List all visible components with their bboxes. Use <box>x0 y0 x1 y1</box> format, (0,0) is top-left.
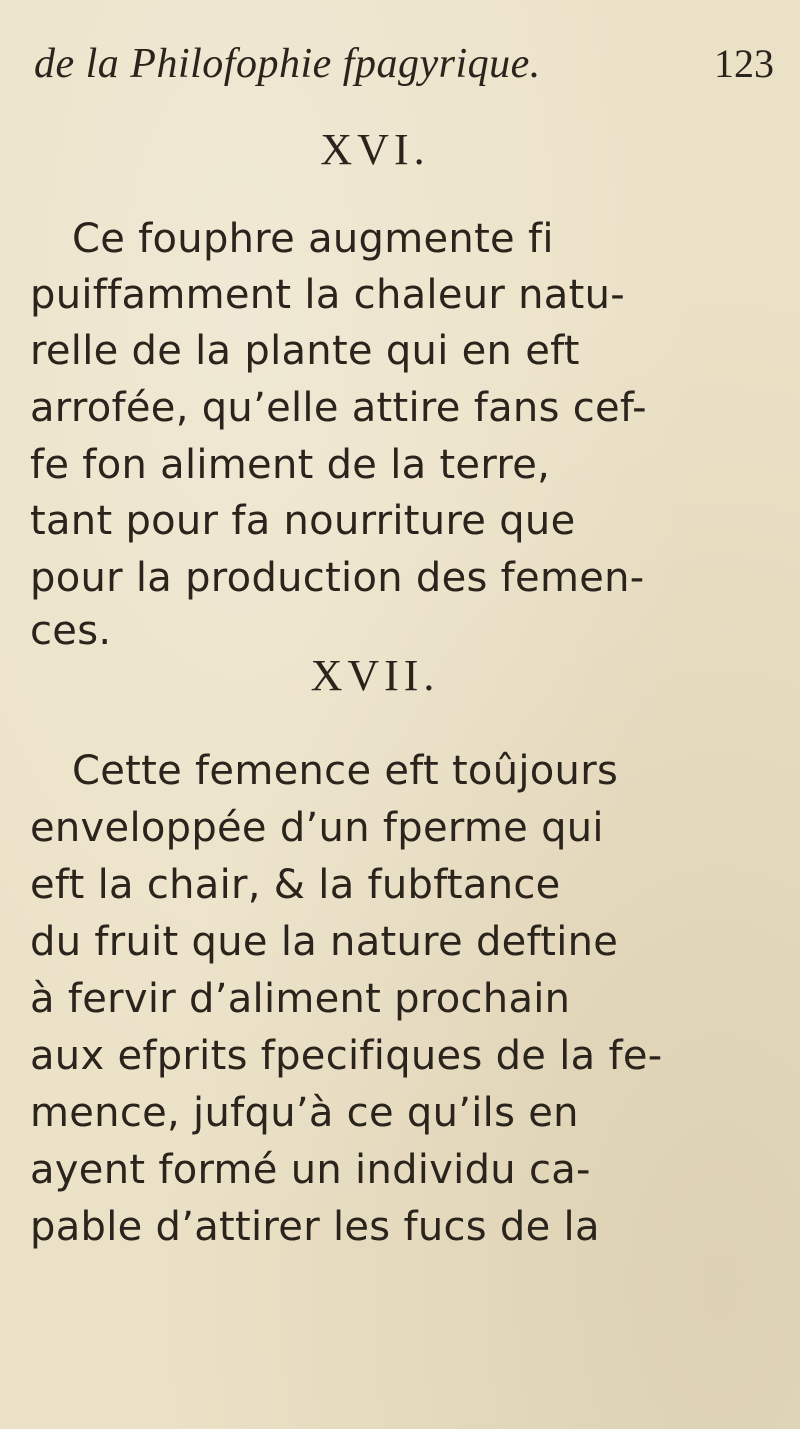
text-line: enveloppée d’un fperme qui <box>30 805 604 851</box>
text-line: puiffamment la chaleur natu- <box>30 272 625 318</box>
text-line: Cette femence eft toûjours <box>72 748 619 794</box>
text-line: pable d’attirer les fucs de la <box>30 1204 600 1250</box>
text-line: ces. <box>30 608 112 654</box>
section-heading-xvi: XVI. <box>320 125 430 174</box>
text-line: à fervir d’aliment prochain <box>30 976 571 1022</box>
text-line: pour la production des femen- <box>30 555 645 601</box>
text-line: du fruit que la nature deftine <box>30 919 619 965</box>
section-heading-xvii: XVII. <box>310 651 440 700</box>
text-line: relle de la plante qui en eft <box>30 328 580 374</box>
text-line: eft la chair, & la fubftance <box>30 862 561 908</box>
text-line: Ce fouphre augmente fi <box>72 216 554 262</box>
text-line: aux efprits fpecifiques de la fe- <box>30 1033 663 1079</box>
text-line: ayent formé un individu ca- <box>30 1147 591 1193</box>
page-number: 123 <box>714 41 774 86</box>
text-line: arrofée, qu’elle attire fans cef- <box>30 385 647 431</box>
text-line: fe fon aliment de la terre, <box>30 442 551 488</box>
running-head <box>34 40 774 96</box>
running-title: de la Philofophie fpagyrique. <box>34 41 541 87</box>
text-line: tant pour fa nourriture que <box>30 498 576 544</box>
text-line: mence, jufqu’à ce qu’ils en <box>30 1090 579 1136</box>
